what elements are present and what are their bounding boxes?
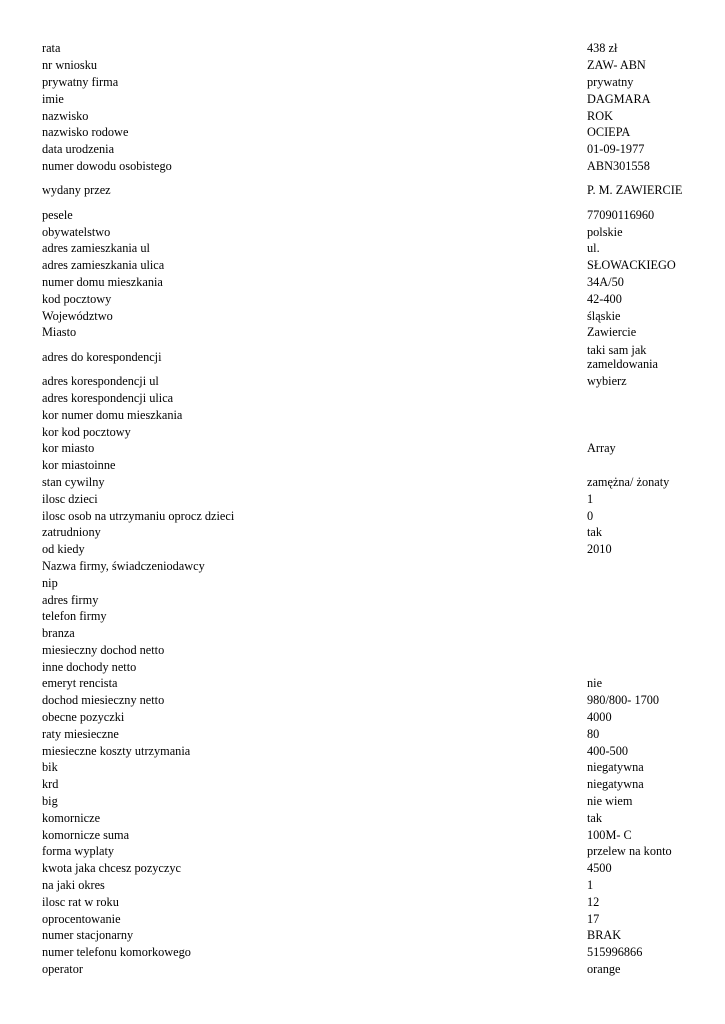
field-value: zamężna/ żonaty <box>587 474 670 489</box>
field-label: kor miastoinne <box>42 458 116 473</box>
field-label: adres firmy <box>42 592 99 607</box>
field-label: kwota jaka chcesz pozyczyc <box>42 861 181 876</box>
form-row <box>42 274 692 291</box>
field-label: nazwisko rodowe <box>42 125 129 140</box>
field-value: tak <box>587 525 603 540</box>
field-value: 0 <box>587 508 594 523</box>
form-row <box>42 776 692 793</box>
field-label: emeryt rencista <box>42 676 118 691</box>
field-label: data urodzenia <box>42 142 115 157</box>
field-label: stan cywilny <box>42 474 105 489</box>
form-row <box>42 558 692 575</box>
field-label: kor numer domu mieszkania <box>42 407 183 422</box>
field-label: wydany przez <box>42 183 111 198</box>
field-label: nip <box>42 575 58 590</box>
field-label: kor miasto <box>42 441 95 456</box>
field-label: numer stacjonarny <box>42 928 134 943</box>
field-label: big <box>42 794 58 809</box>
form-row <box>42 290 692 307</box>
form-row <box>42 944 692 961</box>
field-value: P. M. ZAWIERCIE <box>587 183 683 198</box>
field-value: polskie <box>587 224 623 239</box>
field-label: bik <box>42 760 58 775</box>
field-value: 4500 <box>587 861 612 876</box>
field-value: 42-400 <box>587 291 622 306</box>
form-row <box>42 107 692 124</box>
field-label: operator <box>42 962 83 977</box>
field-value: OCIEPA <box>587 125 631 140</box>
form-row <box>42 390 692 407</box>
field-label: nr wniosku <box>42 58 97 73</box>
form-row <box>42 423 692 440</box>
field-label: numer dowodu osobistego <box>42 158 172 173</box>
field-value: przelew na konto <box>587 844 672 859</box>
field-value: 2010 <box>587 542 612 557</box>
form-row <box>42 158 692 175</box>
form-row <box>42 692 692 709</box>
form-row <box>42 206 692 223</box>
field-label: inne dochody netto <box>42 659 137 674</box>
field-label: pesele <box>42 207 73 222</box>
field-label: na jaki okres <box>42 878 105 893</box>
form-row <box>42 826 692 843</box>
form-row <box>42 524 692 541</box>
field-value: 1 <box>587 491 594 506</box>
field-value: 438 zł <box>587 41 618 56</box>
form-row <box>42 742 692 759</box>
field-label: Miasto <box>42 325 77 340</box>
field-value: DAGMARA <box>587 91 651 106</box>
form-row <box>42 709 692 726</box>
field-label: zatrudniony <box>42 525 101 540</box>
form-row <box>42 961 692 978</box>
form-row <box>42 341 692 373</box>
field-label: kod pocztowy <box>42 291 112 306</box>
field-value: ul. <box>587 241 600 256</box>
field-value: orange <box>587 962 621 977</box>
form-row <box>42 877 692 894</box>
form-row <box>42 223 692 240</box>
field-value: taki sam jak zameldowania <box>587 342 659 371</box>
field-value: Array <box>587 441 616 456</box>
form-row <box>42 658 692 675</box>
field-value: ZAW- ABN <box>587 58 646 73</box>
field-label: raty miesieczne <box>42 726 119 741</box>
field-label: adres zamieszkania ulica <box>42 258 165 273</box>
form-row <box>42 490 692 507</box>
form-row <box>42 457 692 474</box>
field-label: branza <box>42 626 75 641</box>
form-row <box>42 257 692 274</box>
form-row <box>42 40 692 57</box>
form-row <box>42 809 692 826</box>
field-value: 80 <box>587 726 600 741</box>
form-row <box>42 608 692 625</box>
form-row <box>42 591 692 608</box>
field-label: adres korespondencji ul <box>42 374 159 389</box>
form-row <box>42 307 692 324</box>
field-value: 515996866 <box>587 945 643 960</box>
form-row <box>42 373 692 390</box>
field-label: Nazwa firmy, świadczeniodawcy <box>42 558 205 573</box>
form-row <box>42 406 692 423</box>
field-label: miesieczny dochod netto <box>42 642 165 657</box>
field-label: krd <box>42 777 59 792</box>
field-label: dochod miesieczny netto <box>42 693 165 708</box>
field-label: komornicze suma <box>42 827 130 842</box>
field-value: niegatywna <box>587 760 644 775</box>
field-label: imie <box>42 91 64 106</box>
field-label: prywatny firma <box>42 74 119 89</box>
field-label: obywatelstwo <box>42 224 111 239</box>
field-value: niegatywna <box>587 777 644 792</box>
form-row <box>42 927 692 944</box>
field-label: ilosc dzieci <box>42 491 98 506</box>
field-label: komornicze <box>42 810 101 825</box>
field-label: Województwo <box>42 308 113 323</box>
field-value: nie wiem <box>587 794 633 809</box>
form-row <box>42 90 692 107</box>
field-label: numer domu mieszkania <box>42 274 163 289</box>
field-label: numer telefonu komorkowego <box>42 945 191 960</box>
field-value: 400-500 <box>587 743 628 758</box>
field-value: 17 <box>587 911 600 926</box>
form-row <box>42 574 692 591</box>
form-row <box>42 474 692 491</box>
form-row <box>42 324 692 341</box>
field-label: rata <box>42 41 61 56</box>
field-label: forma wyplaty <box>42 844 115 859</box>
form-row <box>42 642 692 659</box>
form-row <box>42 124 692 141</box>
field-label: telefon firmy <box>42 609 107 624</box>
form-row <box>42 240 692 257</box>
field-label: miesieczne koszty utrzymania <box>42 743 191 758</box>
form-row <box>42 910 692 927</box>
form-row <box>42 507 692 524</box>
field-value: tak <box>587 810 603 825</box>
form-row <box>42 625 692 642</box>
field-value: nie <box>587 676 603 691</box>
field-label: oprocentowanie <box>42 911 121 926</box>
form-row <box>42 541 692 558</box>
field-label: ilosc rat w roku <box>42 894 119 909</box>
field-value: 100M- C <box>587 827 632 842</box>
field-value: wybierz <box>587 374 627 389</box>
field-value: prywatny <box>587 74 634 89</box>
form-row <box>42 57 692 74</box>
field-value: ROK <box>587 108 613 123</box>
field-value: śląskie <box>587 308 621 323</box>
field-value: 1 <box>587 878 594 893</box>
field-label: adres zamieszkania ul <box>42 241 150 256</box>
form-row <box>42 174 692 206</box>
field-value: 980/800- 1700 <box>587 693 660 708</box>
field-label: obecne pozyczki <box>42 710 125 725</box>
form-row <box>42 725 692 742</box>
form-row <box>42 74 692 91</box>
form-row <box>42 893 692 910</box>
field-value: 12 <box>587 894 600 909</box>
form-row <box>42 141 692 158</box>
field-value: 77090116960 <box>587 207 655 222</box>
field-value: 01-09-1977 <box>587 142 645 157</box>
form-row <box>42 675 692 692</box>
field-label: adres do korespondencji <box>42 349 162 364</box>
form-row <box>42 793 692 810</box>
field-label: kor kod pocztowy <box>42 424 131 439</box>
field-value: BRAK <box>587 928 622 943</box>
field-value: 34A/50 <box>587 274 624 289</box>
field-label: ilosc osob na utrzymaniu oprocz dzieci <box>42 508 235 523</box>
form-row <box>42 860 692 877</box>
field-label: adres korespondencji ulica <box>42 390 174 405</box>
field-value: ABN301558 <box>587 158 650 173</box>
application-form <box>42 40 692 977</box>
field-label: nazwisko <box>42 108 89 123</box>
field-value: SŁOWACKIEGO <box>587 258 676 273</box>
form-row <box>42 759 692 776</box>
field-label: od kiedy <box>42 542 85 557</box>
form-row <box>42 843 692 860</box>
field-value: 4000 <box>587 710 612 725</box>
form-row <box>42 440 692 457</box>
field-value: Zawiercie <box>587 325 637 340</box>
